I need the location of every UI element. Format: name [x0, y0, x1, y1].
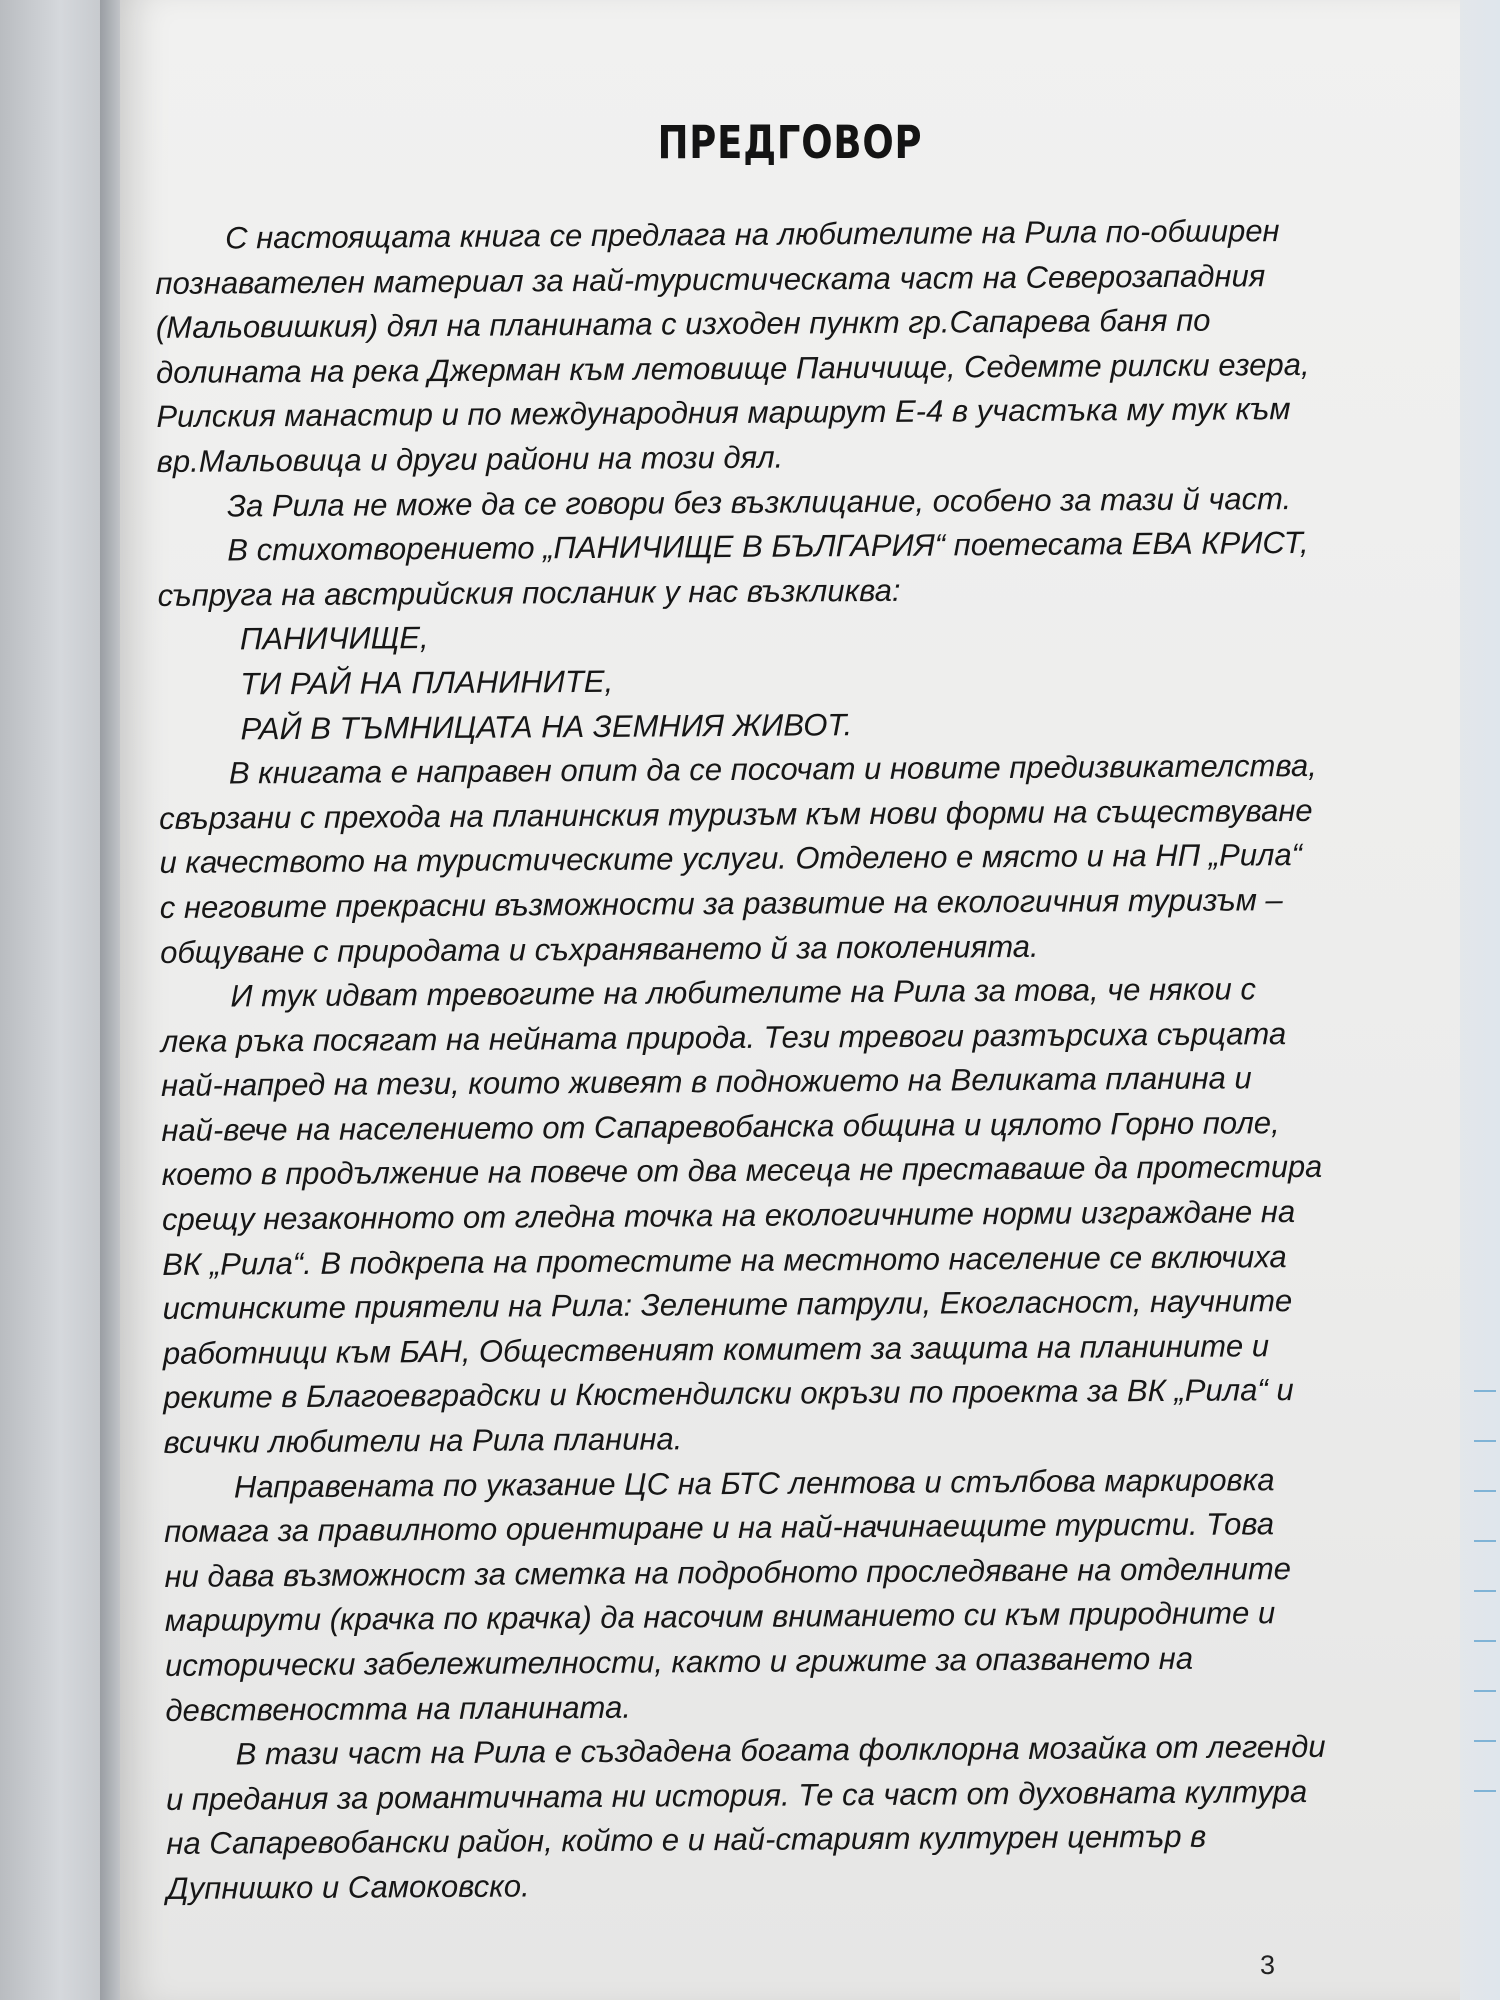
page-heading: ПРЕДГОВОР: [657, 116, 923, 169]
text-line: исторически забележителности, както и грижите за опазването на: [164, 1640, 1194, 1683]
text-line: девствеността на планината.: [165, 1689, 632, 1728]
text-line: ВК „Рила“. В подкрепа на протестите на местното население се включиха: [162, 1238, 1287, 1282]
text-line: с неговите прекрасни възможности за развитие на екологичния туризъм –: [159, 882, 1283, 925]
text-line: реките в Благоевградски и Кюстендилски окръзи по проекта за ВК „Рила“ и: [163, 1372, 1294, 1416]
text-line: всички любители на Рила планина.: [163, 1421, 683, 1461]
text-line: маршрути (крачка по крачка) да насочим вниманието си към природните и: [164, 1595, 1276, 1639]
text-line: За Рила не може да се говори без възклицание, особено за тази й част.: [226, 480, 1292, 524]
text-line: срещу незаконното от гледна точка на екологичните норми изграждане на: [161, 1194, 1296, 1238]
text-line: И тук идват тревогите на любителите на Рила за това, че някои с: [230, 971, 1257, 1014]
text-line: В книгата е направен опит да се посочат и новите предизвикателства,: [228, 748, 1317, 791]
text-line: ТИ РАЙ НА ПЛАНИНИТЕ,: [240, 663, 614, 702]
page-number: 3: [1260, 1950, 1276, 1980]
book-page: [120, 0, 1460, 2000]
text-line: В тази част на Рила е създадена богата фолклорна мозайка от легенди: [235, 1729, 1326, 1772]
text-line: ни дава възможност за сметка на подробното проследяване на отделните: [164, 1550, 1292, 1594]
text-line: най-напред на тези, които живеят в подножието на Великата планина и: [160, 1060, 1252, 1104]
text-line: на Сапаревобански район, който е и най-старият културен център в: [166, 1819, 1207, 1862]
text-line: Направената по указание ЦС на БТС лентова и стълбова маркировка: [233, 1461, 1275, 1505]
text-line: и предания за романтичната ни история. Те са част от духовната култура: [165, 1773, 1308, 1817]
text-line: истинските приятели на Рила: Зелените патрули, Екогласност, научните: [162, 1283, 1293, 1327]
text-line: лека ръка посягат на нейната природа. Тези тревоги разтърсиха сърцата: [160, 1015, 1287, 1059]
text-line: което в продължение на повече от два месеца не преставаше да протестира: [161, 1149, 1323, 1193]
text-line: общуване с природата и съхраняването й за поколенията.: [160, 928, 1039, 970]
text-line: най-вече на населението от Сапаревобанска община и цялото Горно поле,: [161, 1105, 1280, 1148]
text-line: Дупнишко и Самоковско.: [166, 1868, 530, 1906]
text-line: (Мальовишкия) дял на планината с изходен пункт гр.Сапарева баня по: [155, 302, 1211, 346]
text-line: С настоящата книга се предлага на любителите на Рила по-обширен: [225, 213, 1280, 256]
text-line: съпруга на австрийския посланик у нас възкликва:: [157, 572, 901, 613]
text-line: познавателен материал за най-туристическата част на Северозападния: [155, 257, 1266, 301]
text-line: долината на река Джерман към летовище Паничище, Седемте рилски езера,: [155, 346, 1310, 390]
left-page-edge: [0, 0, 110, 2000]
text-line: помага за правилното ориентиране и на най-начинаещите туристи. Това: [164, 1506, 1275, 1550]
text-line: свързани с прехода на планинския туризъм към нови форми на съществуване: [159, 792, 1313, 836]
text-line: ПАНИЧИЩЕ,: [239, 620, 429, 657]
body-text: [155, 209, 1327, 1912]
text-line: работници към БАН, Общественият комитет за защита на планините и: [162, 1328, 1270, 1371]
text-line: вр.Мальовица и други райони на този дял.: [156, 439, 784, 479]
text-line: В стихотворението „ПАНИЧИЩЕ В БЪЛГАРИЯ“ поетесата ЕВА КРИСТ,: [227, 525, 1309, 568]
text-line: РАЙ В ТЪМНИЦАТА НА ЗЕМНИЯ ЖИВОТ.: [240, 706, 853, 746]
text-line: и качеството на туристическите услуги. Отделено е място и на НП „Рила“: [159, 837, 1303, 881]
text-line: Рилския манастир и по международния маршрут Е-4 в участъка му тук към: [156, 391, 1291, 435]
